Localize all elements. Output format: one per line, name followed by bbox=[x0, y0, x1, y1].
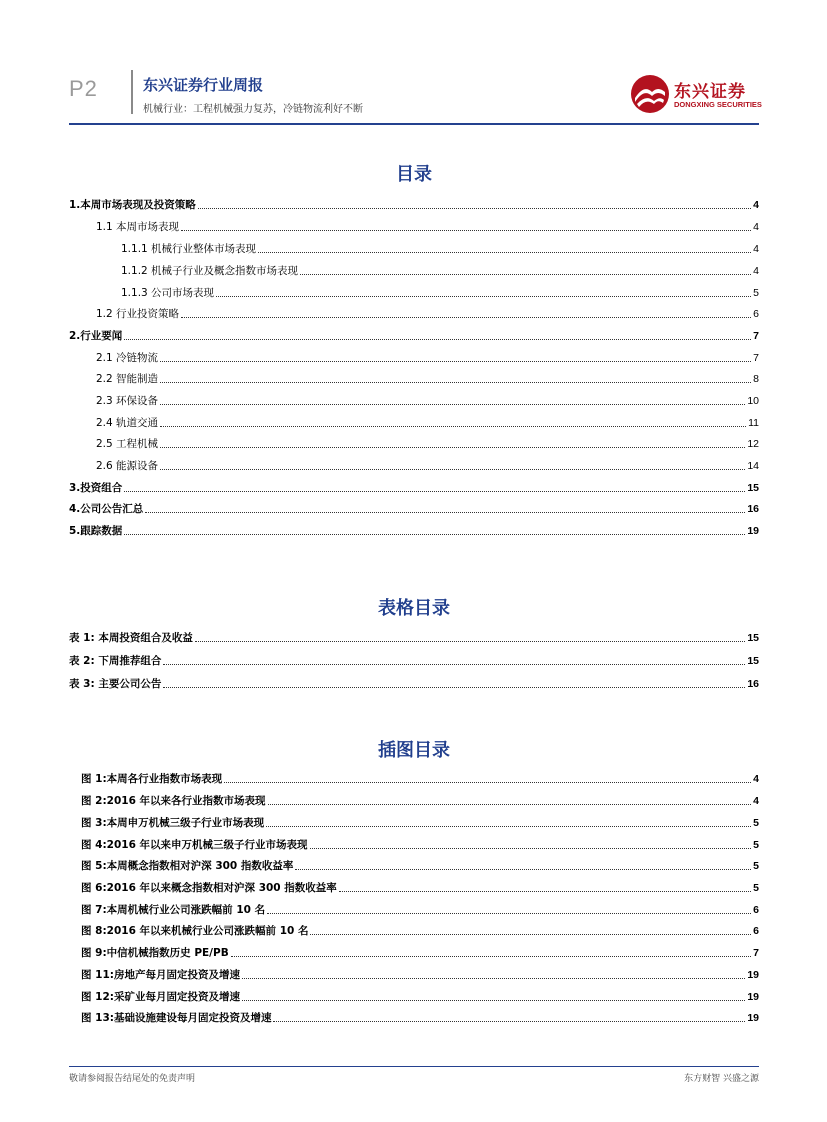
toc-entry[interactable] bbox=[69, 392, 759, 408]
toc-leader bbox=[160, 447, 745, 448]
toc-leader bbox=[273, 1021, 745, 1022]
toc-entry-page: 10 bbox=[747, 395, 759, 407]
toc-entry-page: 8 bbox=[753, 373, 759, 385]
toc-entry[interactable] bbox=[69, 305, 759, 321]
toc-title: 目录 bbox=[396, 164, 432, 185]
toc-leader bbox=[242, 978, 745, 979]
toc-entry-page: 19 bbox=[747, 525, 759, 537]
toc-entry-label: 1.1.2 机械子行业及概念指数市场表现 bbox=[121, 265, 299, 277]
logo-mark-icon bbox=[630, 74, 670, 114]
toc-leader bbox=[160, 426, 746, 427]
figure-entry-page: 4 bbox=[753, 773, 759, 785]
report-title: 东兴证券行业周报 bbox=[143, 76, 264, 94]
toc-leader bbox=[160, 382, 751, 383]
toc-entry-label: 1.1.1 机械行业整体市场表现 bbox=[121, 243, 257, 255]
footer-rule bbox=[69, 1066, 759, 1067]
toc-entry[interactable] bbox=[69, 457, 759, 473]
figure-entry[interactable] bbox=[69, 792, 759, 808]
toc-leader bbox=[267, 913, 751, 914]
toc-entry[interactable] bbox=[69, 349, 759, 365]
toc-leader bbox=[266, 826, 751, 827]
figure-entry-label: 图 2:2016 年以来各行业指数市场表现 bbox=[81, 795, 266, 807]
toc-entry[interactable] bbox=[69, 479, 759, 495]
toc-leader bbox=[216, 296, 751, 297]
figure-entry-label: 图 9:中信机械指数历史 PE/PB bbox=[81, 947, 229, 959]
figure-entry-label: 图 8:2016 年以来机械行业公司涨跌幅前 10 名 bbox=[81, 925, 309, 937]
toc-leader bbox=[160, 361, 751, 362]
page-number: P2 bbox=[69, 76, 98, 101]
table-entry-page: 15 bbox=[747, 632, 759, 644]
toc-entry-page: 14 bbox=[747, 460, 759, 472]
toc-entry-label: 2.5 工程机械 bbox=[96, 438, 159, 450]
figure-entry-label: 图 5:本周概念指数相对沪深 300 指数收益率 bbox=[81, 860, 294, 872]
toc-entry[interactable] bbox=[69, 435, 759, 451]
figure-entry[interactable] bbox=[69, 966, 759, 982]
toc-leader bbox=[163, 664, 745, 665]
logo-text-cn: 东兴证券 bbox=[674, 82, 746, 102]
figure-entry-page: 19 bbox=[747, 991, 759, 1003]
toc-entry-label: 2.1 冷链物流 bbox=[96, 352, 159, 364]
toc-entry-label: 5.跟踪数据 bbox=[69, 525, 123, 537]
figure-entry-page: 19 bbox=[747, 969, 759, 981]
toc-leader bbox=[300, 274, 751, 275]
figure-entry-page: 7 bbox=[753, 947, 759, 959]
toc-entry[interactable] bbox=[69, 522, 759, 538]
toc-leader bbox=[124, 339, 751, 340]
toc-entry-page: 7 bbox=[753, 330, 759, 342]
toc-entry-label: 2.6 能源设备 bbox=[96, 460, 159, 472]
toc-entry-page: 5 bbox=[753, 287, 759, 299]
table-entry-label: 表 2: 下周推荐组合 bbox=[69, 655, 162, 667]
toc-leader bbox=[224, 782, 751, 783]
footer-disclaimer: 敬请参阅报告结尾处的免责声明 bbox=[69, 1074, 196, 1084]
toc-entry[interactable] bbox=[69, 370, 759, 386]
header-rule bbox=[69, 123, 759, 125]
toc-entry-label: 2.3 环保设备 bbox=[96, 395, 159, 407]
figure-entry[interactable] bbox=[69, 922, 759, 938]
figure-entry-page: 5 bbox=[753, 817, 759, 829]
toc-entry-page: 6 bbox=[753, 308, 759, 320]
toc-leader bbox=[160, 404, 745, 405]
toc-entry-page: 4 bbox=[753, 243, 759, 255]
figure-entry-label: 图 12:采矿业每月固定投资及增速 bbox=[81, 991, 240, 1003]
toc-leader bbox=[339, 891, 751, 892]
toc-leader bbox=[198, 208, 751, 209]
toc-entry-page: 4 bbox=[753, 265, 759, 277]
toc-entry-page: 15 bbox=[747, 482, 759, 494]
figure-entry-page: 4 bbox=[753, 795, 759, 807]
table-entry-label: 表 1: 本周投资组合及收益 bbox=[69, 632, 193, 644]
figures-title: 插图目录 bbox=[378, 740, 450, 761]
logo-text-en: DONGXING SECURITIES bbox=[674, 100, 762, 109]
report-subtitle: 机械行业：工程机械强力复苏，冷链物流利好不断 bbox=[143, 104, 363, 115]
toc-leader bbox=[181, 317, 751, 318]
toc-entry-label: 1.1.3 公司市场表现 bbox=[121, 287, 215, 299]
figure-entry-page: 6 bbox=[753, 925, 759, 937]
figure-entry-page: 5 bbox=[753, 860, 759, 872]
toc-entry-label: 2.2 智能制造 bbox=[96, 373, 159, 385]
figure-entry[interactable] bbox=[69, 814, 759, 830]
toc-leader bbox=[258, 252, 751, 253]
header-divider bbox=[131, 70, 133, 114]
figure-entry-page: 19 bbox=[747, 1012, 759, 1024]
figure-entry-label: 图 11:房地产每月固定投资及增速 bbox=[81, 969, 240, 981]
toc-entry-label: 2.4 轨道交通 bbox=[96, 417, 159, 429]
toc-entry-label: 1.2 行业投资策略 bbox=[96, 308, 180, 320]
figure-entry-label: 图 1:本周各行业指数市场表现 bbox=[81, 773, 223, 785]
toc-entry[interactable] bbox=[69, 218, 759, 234]
toc-entry[interactable] bbox=[69, 196, 759, 212]
figure-entry-label: 图 7:本周机械行业公司涨跌幅前 10 名 bbox=[81, 904, 266, 916]
toc-leader bbox=[231, 956, 751, 957]
table-entry[interactable] bbox=[69, 629, 759, 645]
toc-leader bbox=[145, 512, 745, 513]
toc-leader bbox=[124, 491, 745, 492]
table-entry-label: 表 3: 主要公司公告 bbox=[69, 678, 162, 690]
figure-entry[interactable] bbox=[69, 988, 759, 1004]
toc-leader bbox=[163, 687, 745, 688]
toc-entry[interactable] bbox=[69, 284, 759, 300]
toc-entry-page: 4 bbox=[753, 199, 759, 211]
figure-entry-page: 6 bbox=[753, 904, 759, 916]
toc-leader bbox=[195, 641, 745, 642]
toc-leader bbox=[310, 934, 751, 935]
company-logo bbox=[630, 74, 760, 114]
toc-leader bbox=[268, 804, 752, 805]
figure-entry-label: 图 4:2016 年以来申万机械三级子行业市场表现 bbox=[81, 839, 308, 851]
toc-entry-page: 4 bbox=[753, 221, 759, 233]
toc-entry[interactable] bbox=[69, 240, 759, 256]
toc-entry[interactable] bbox=[69, 262, 759, 278]
toc-entry[interactable] bbox=[69, 327, 759, 343]
toc-entry-page: 12 bbox=[747, 438, 759, 450]
toc-leader bbox=[124, 534, 745, 535]
figure-entry[interactable] bbox=[69, 944, 759, 960]
figure-entry[interactable] bbox=[69, 857, 759, 873]
page-header bbox=[69, 70, 762, 124]
toc-entry-page: 16 bbox=[747, 503, 759, 515]
toc-entry-label: 4.公司公告汇总 bbox=[69, 503, 144, 515]
figure-entry[interactable] bbox=[69, 836, 759, 852]
toc-entry-label: 2.行业要闻 bbox=[69, 330, 123, 342]
table-entry[interactable] bbox=[69, 652, 759, 668]
toc-entry[interactable] bbox=[69, 414, 759, 430]
toc-entry-label: 1.1 本周市场表现 bbox=[96, 221, 180, 233]
table-entry-page: 15 bbox=[747, 655, 759, 667]
figure-entry[interactable] bbox=[69, 770, 759, 786]
toc-leader bbox=[160, 469, 745, 470]
tables-title: 表格目录 bbox=[378, 598, 450, 619]
toc-leader bbox=[295, 869, 751, 870]
toc-leader bbox=[181, 230, 751, 231]
toc-entry-page: 11 bbox=[748, 417, 759, 429]
figure-entry[interactable] bbox=[69, 1009, 759, 1025]
figure-entry-page: 5 bbox=[753, 882, 759, 894]
figure-entry-label: 图 6:2016 年以来概念指数相对沪深 300 指数收益率 bbox=[81, 882, 337, 894]
toc-entry-label: 3.投资组合 bbox=[69, 482, 123, 494]
figure-entry-label: 图 13:基础设施建设每月固定投资及增速 bbox=[81, 1012, 272, 1024]
figure-entry[interactable] bbox=[69, 901, 759, 917]
table-entry[interactable] bbox=[69, 675, 759, 691]
table-entry-page: 16 bbox=[747, 678, 759, 690]
figure-entry[interactable] bbox=[69, 879, 759, 895]
figure-entry-label: 图 3:本周申万机械三级子行业市场表现 bbox=[81, 817, 265, 829]
footer-slogan: 东方财智 兴盛之源 bbox=[684, 1074, 759, 1084]
toc-leader bbox=[242, 1000, 745, 1001]
figure-entry-page: 5 bbox=[753, 839, 759, 851]
toc-entry-page: 7 bbox=[753, 352, 759, 364]
toc-leader bbox=[310, 848, 752, 849]
toc-entry[interactable] bbox=[69, 500, 759, 516]
toc-entry-label: 1.本周市场表现及投资策略 bbox=[69, 199, 196, 211]
